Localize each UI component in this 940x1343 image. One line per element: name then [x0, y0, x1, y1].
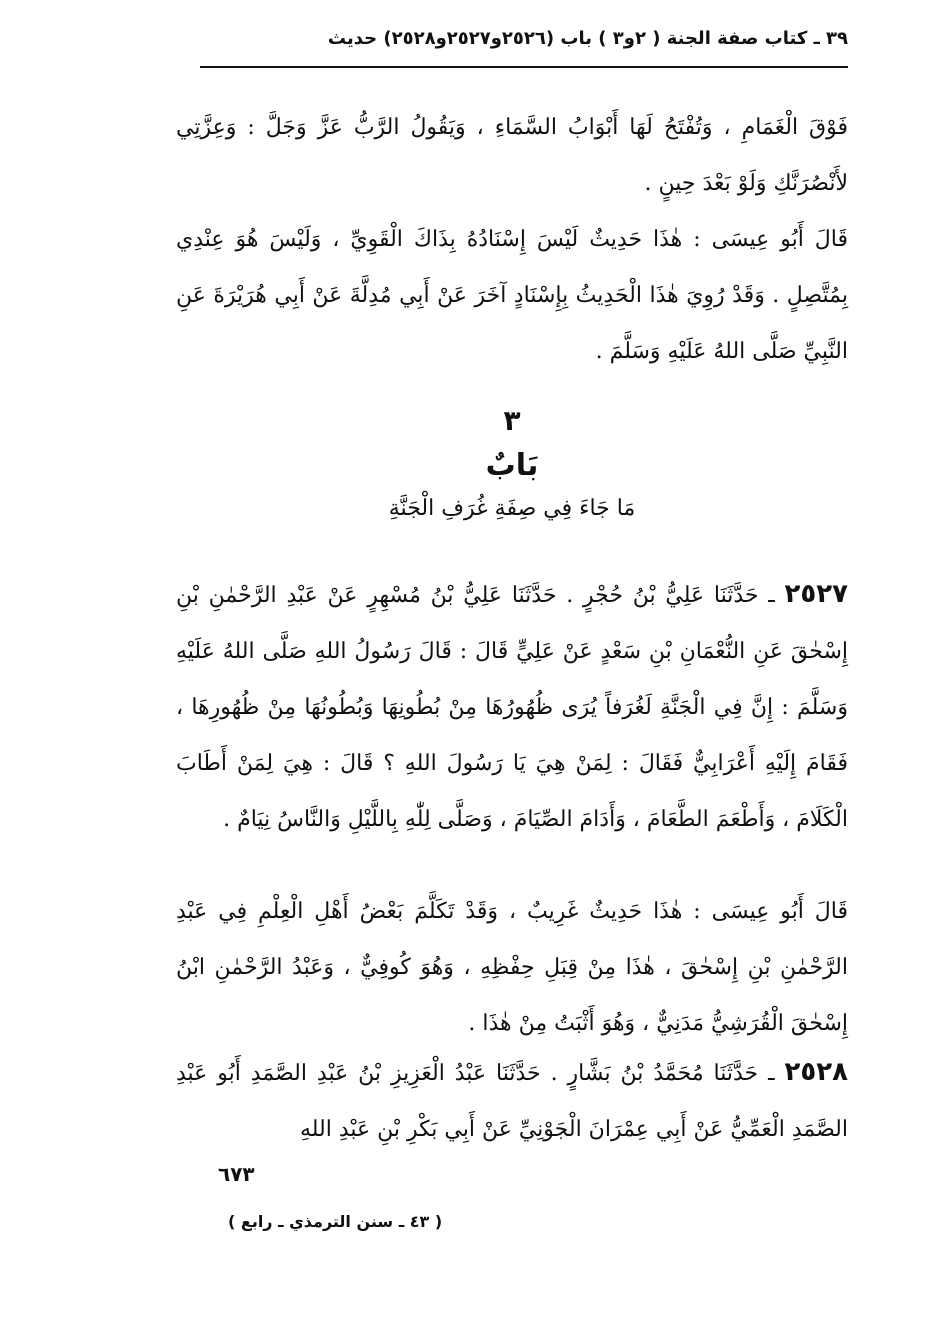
continuation-paragraph — [176, 100, 848, 212]
running-head: ٣٩ ـ كتاب صفة الجنة ( ٢و٣ ) باب (٢٥٢٦و٢٥٢٧و٢٥٢٨) حديث — [327, 28, 848, 49]
hadith-2527-paragraph — [176, 566, 848, 848]
continuation-text: فَوْقَ الْغَمَامِ ، وَتُفْتَحُ لَهَا أَبْوَابُ السَّمَاءِ ، وَيَقُولُ الرَّبُّ عَزَّ وَجَلَّ : وَعِزَّتِي لأَنْصُرَنَّكِ وَلَوْ بَعْدَ حِينٍ . — [176, 115, 848, 196]
comment-text-2: قَالَ أَبُو عِيسَى : هٰذَا حَدِيثٌ غَرِيبٌ ، وَقَدْ تَكَلَّمَ بَعْضُ أَهْلِ الْعِلْمِ فِي عَبْدِ الرَّحْمٰنِ بْنِ إِسْحٰقَ ، هٰذَا مِنْ قِبَلِ حِفْظِهِ ، وَهُوَ كُوفِيٌّ ، وَعَبْدُ الرَّحْمٰنِ ابْنُ إِسْحٰقَ الْقُرَشِيُّ مَدَنِيٌّ ، وَهُوَ أَثْبَتُ مِنْ هٰذَا . — [176, 899, 848, 1036]
chapter-label: بَابٌ — [485, 448, 539, 483]
hadith-text: ـ حَدَّثَنَا عَلِيُّ بْنُ حُجْرٍ . حَدَّثَنَا عَلِيُّ بْنُ مُسْهِرٍ عَنْ عَبْدِ الرَّحْمٰنِ بْنِ إِسْحٰقَ عَنِ النُّعْمَانِ بْنِ سَعْدٍ عَنْ عَلِيٍّ قَالَ : قَالَ رَسُولُ اللهِ صَلَّى اللهُ عَلَيْهِ وَسَلَّمَ : إِنَّ فِي الْجَنَّةِ لَغُرَفاً يُرَى ظُهُورُهَا مِنْ بُطُونِهَا وَبُطُونُهَا مِنْ ظُهُورِهَا ، فَقَامَ إِلَيْهِ أَعْرَابِيٌّ فَقَالَ : لِمَنْ هِيَ يَا رَسُولَ اللهِ ؟ قَالَ : هِيَ لِمَنْ أَطَابَ الْكَلَامَ ، وَأَطْعَمَ الطَّعَامَ ، وَأَدَامَ الصِّيَامَ ، وَصَلَّى لِلّٰهِ بِاللَّيْلِ وَالنَّاسُ نِيَامٌ . — [176, 583, 848, 832]
header-rule — [200, 66, 848, 68]
chapter-number: ٣ — [503, 404, 521, 437]
page-number: ٦٧٣ — [218, 1162, 255, 1186]
comment-text-1: قَالَ أَبُو عِيسَى : هٰذَا حَدِيثٌ لَيْسَ إِسْنَادُهُ بِذَاكَ الْقَوِيِّ ، وَلَيْسَ هُوَ عِنْدِي بِمُتَّصِلٍ . وَقَدْ رُوِيَ هٰذَا الْحَدِيثُ بِإِسْنَادٍ آخَرَ عَنْ أَبِي مُدِلَّةَ عَنْ أَبِي هُرَيْرَةَ عَنِ النَّبِيِّ صَلَّى اللهُ عَلَيْهِ وَسَلَّمَ . — [176, 227, 848, 364]
comment-paragraph-1 — [176, 212, 848, 380]
hadith-number-2528: ٢٥٢٨ — [784, 1057, 848, 1087]
hadith-2528-paragraph — [176, 1044, 848, 1156]
signature-mark: ( ٤٣ ـ سنن الترمذي ـ رابع ) — [228, 1212, 443, 1231]
hadith-text-2528: ـ حَدَّثَنَا مُحَمَّدُ بْنُ بَشَّارٍ . حَدَّثَنَا عَبْدُ الْعَزِيزِ بْنُ عَبْدِ الصَّمَدِ أَبُو عَبْدِ الصَّمَدِ الْعَمِّيُّ عَنْ أَبِي عِمْرَانَ الْجَوْنِيِّ عَنْ أَبِي بَكْرِ بْنِ عَبْدِ اللهِ — [176, 1061, 848, 1142]
comment-paragraph-2 — [176, 884, 848, 1052]
chapter-title: مَا جَاءَ فِي صِفَةِ غُرَفِ الْجَنَّةِ — [388, 496, 636, 521]
hadith-number: ٢٥٢٧ — [784, 579, 848, 609]
